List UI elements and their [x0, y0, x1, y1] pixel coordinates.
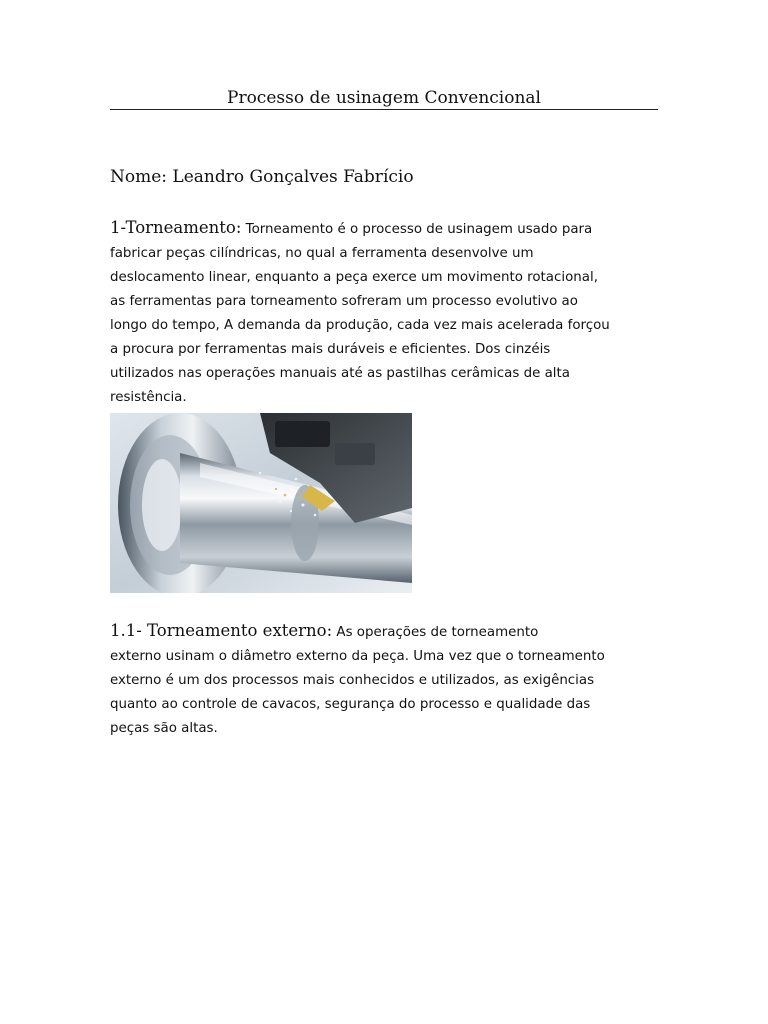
section-heading: 1.1- Torneamento externo: — [110, 621, 333, 640]
section-heading: 1-Torneamento: — [110, 218, 242, 237]
lathe-turning-photo — [110, 413, 412, 593]
section-torneamento — [110, 216, 670, 410]
paragraph-line: deslocamento linear, enquanto a peça exerce um movimento rotacional, — [110, 270, 598, 285]
paragraph-line: longo do tempo, A demanda da produção, cada vez mais acelerada forçou — [110, 318, 610, 333]
page-title: Processo de usinagem Convencional — [227, 88, 541, 108]
paragraph-line: externo usinam o diâmetro externo da peça. Uma vez que o torneamento — [110, 649, 605, 664]
paragraph-line: as ferramentas para torneamento sofreram um processo evolutivo ao — [110, 294, 578, 309]
paragraph-line: quanto ao controle de cavacos, segurança do processo e qualidade das — [110, 697, 591, 712]
paragraph-line: a procura por ferramentas mais duráveis e eficientes. Dos cinzéis — [110, 342, 551, 357]
section-first-line — [110, 216, 670, 242]
author-name: Nome: Leandro Gonçalves Fabrício — [110, 167, 414, 187]
title-underline — [110, 109, 658, 110]
paragraph-line: As operações de torneamento — [332, 625, 539, 640]
section-first-line — [110, 619, 670, 645]
paragraph-line: resistência. — [110, 390, 187, 405]
paragraph-line: externo é um dos processos mais conhecidos e utilizados, as exigências — [110, 673, 595, 688]
section-torneamento-externo — [110, 619, 670, 741]
paragraph-line: fabricar peças cilíndricas, no qual a ferramenta desenvolve um — [110, 246, 534, 261]
paragraph-line: Torneamento é o processo de usinagem usado para — [241, 222, 593, 237]
paragraph-line: utilizados nas operações manuais até as pastilhas cerâmicas de alta — [110, 366, 570, 381]
paragraph-line: peças são altas. — [110, 721, 218, 736]
